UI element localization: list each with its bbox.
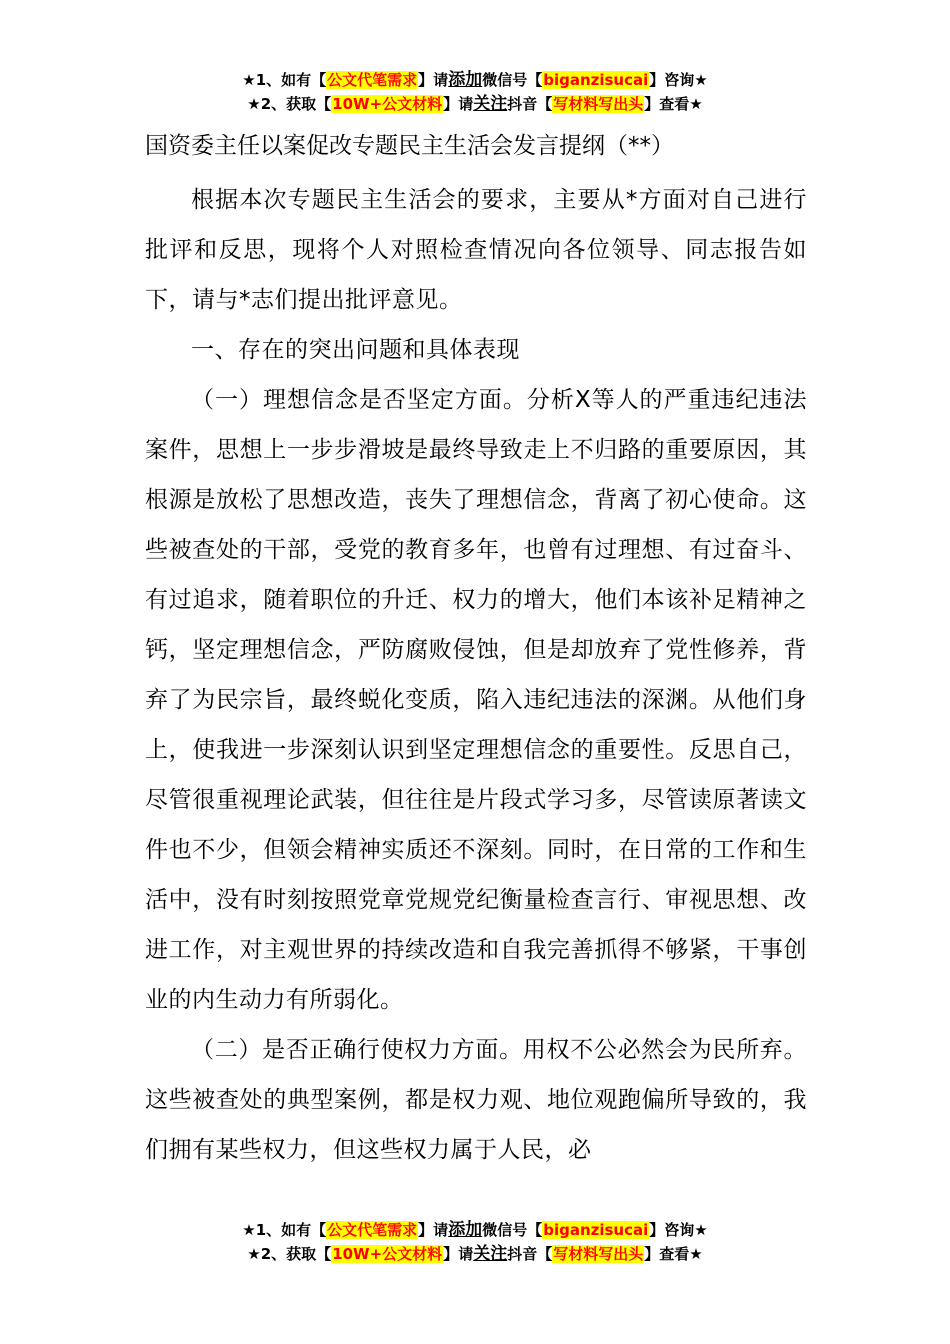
body-paragraph: （一）理想信念是否坚定方面。分析X等人的严重违纪违法案件，思想上一步步滑坡是最终导致走上不归路的重要原因，其根源是放松了思想改造，丧失了理想信念，背离了初心使命。这些被查处的干部，受党的教育多年，也曾有过理想、有过奋斗、有过追求，随着职位的升迁、权力的增大，他们本该补足精神之钙，坚定理想信念，严防腐败侵蚀，但是却放弃了党性修养，背弃了为民宗旨，最终蜕化变质，陷入违纪违法的深渊。从他们身上，使我进一步深刻认识到坚定理想信念的重要性。反思自己，尽管很重视理论武装，但往往是片段式学习多，尽管读原著读文件也不少，但领会精神实质还不深刻。同时，在日常的工作和生活中，没有时刻按照党章党规党纪衡量检查言行、审视思想、改进工作，对主观世界的持续改造和自我完善抓得不够紧，干事创业的内生动力有所弱化。	[145, 387, 807, 1013]
header-banner-line-2	[0, 92, 950, 116]
header-banner	[0, 68, 950, 116]
banner-text: 】咨询★	[649, 71, 708, 89]
banner-text: ★2、获取【	[247, 95, 332, 113]
intro-paragraph: 根据本次专题民主生活会的要求，主要从*方面对自己进行批评和反思，现将个人对照检查情况向各位领导、同志报告如下，请与*志们提出批评意见。	[145, 187, 807, 313]
banner-text: 微信号【	[482, 71, 543, 89]
document-title: 国资委主任以案促改专题民主生活会发言提纲（**）	[145, 133, 674, 159]
banner-highlight-service: 公文代笔需求	[327, 71, 418, 89]
banner-text: 微信号【	[482, 1221, 543, 1239]
banner-text: 】请	[443, 1245, 474, 1263]
banner-text: 】查看★	[644, 1245, 703, 1263]
footer-banner-line-1	[0, 1218, 950, 1242]
banner-text: ★1、如有【	[242, 71, 327, 89]
banner-highlight-douyin-account: 写材料写出头	[553, 95, 644, 113]
banner-text: 】咨询★	[649, 1221, 708, 1239]
banner-text: 抖音【	[507, 1245, 553, 1263]
banner-text: 】请	[418, 71, 449, 89]
footer-banner-line-2	[0, 1242, 950, 1266]
banner-underlined-text: 添加	[448, 70, 483, 90]
banner-highlight-wechat-id: biganzisucai	[543, 1221, 649, 1239]
banner-text: 】请	[418, 1221, 449, 1239]
banner-text: 】请	[443, 95, 474, 113]
document-body	[145, 128, 807, 1175]
banner-underlined-text: 关注	[473, 94, 508, 114]
banner-highlight-douyin-account: 写材料写出头	[553, 1245, 644, 1263]
banner-text: 】查看★	[644, 95, 703, 113]
banner-highlight-wechat-id: biganzisucai	[543, 71, 649, 89]
banner-highlight-materials: 10W+公文材料	[332, 1245, 443, 1263]
banner-highlight-service: 公文代笔需求	[327, 1221, 418, 1239]
footer-banner	[0, 1218, 950, 1266]
banner-underlined-text: 添加	[448, 1220, 483, 1240]
banner-underlined-text: 关注	[473, 1244, 508, 1264]
banner-text: ★1、如有【	[242, 1221, 327, 1239]
banner-text: ★2、获取【	[247, 1245, 332, 1263]
section-heading: 一、存在的突出问题和具体表现	[191, 337, 520, 363]
banner-text: 抖音【	[507, 95, 553, 113]
header-banner-line-1	[0, 68, 950, 92]
banner-highlight-materials: 10W+公文材料	[332, 95, 443, 113]
body-paragraph: （二）是否正确行使权力方面。用权不公必然会为民所弃。这些被查处的典型案例，都是权力观、地位观跑偏所导致的，我们拥有某些权力，但这些权力属于人民，必	[145, 1037, 807, 1163]
